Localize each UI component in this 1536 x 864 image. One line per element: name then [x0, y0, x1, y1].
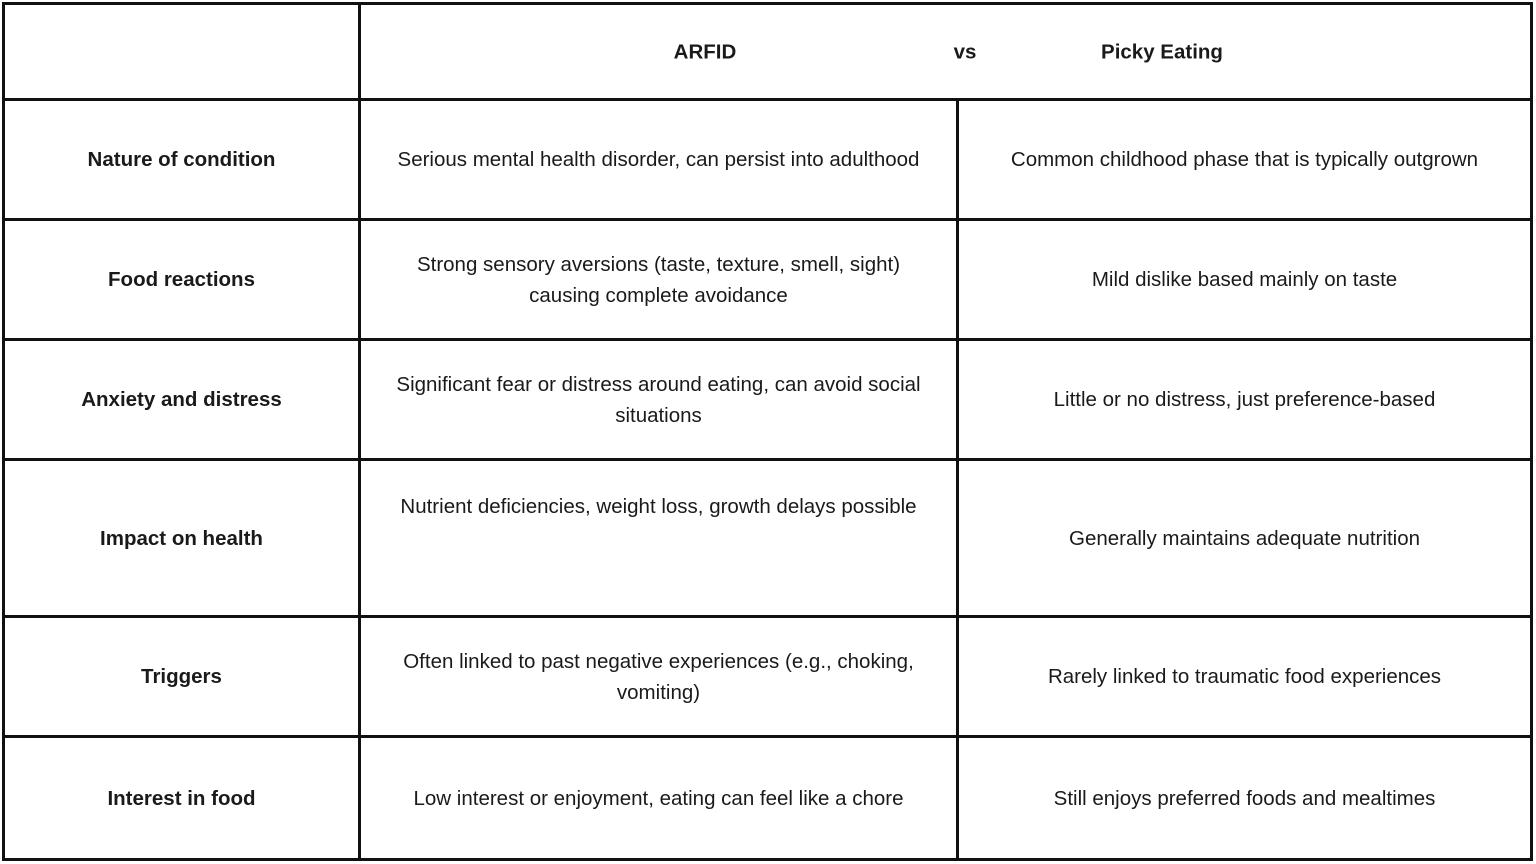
header-empty-cell — [5, 5, 361, 101]
arfid-cell: Often linked to past negative experiences (e.g., choking, vomiting) — [361, 618, 959, 738]
row-label: Impact on health — [5, 461, 361, 618]
row-label: Interest in food — [5, 738, 361, 858]
header-picky-eating: Picky Eating — [1101, 40, 1223, 63]
picky-cell: Still enjoys preferred foods and mealtimes — [1053, 786, 1436, 810]
header-vs: vs — [953, 40, 977, 63]
picky-cell: Rarely linked to traumatic food experiences — [959, 618, 1530, 738]
picky-cell: Generally maintains adequate nutrition — [959, 461, 1530, 618]
arfid-cell: Nutrient deficiencies, weight loss, growth delays possible — [361, 461, 959, 618]
row-label: Triggers — [5, 618, 361, 738]
row-label: Anxiety and distress — [5, 341, 361, 461]
arfid-cell: Significant fear or distress around eating, can avoid social situations — [361, 341, 959, 461]
picky-cell: Little or no distress, just preference-based — [959, 341, 1530, 461]
arfid-cell: Low interest or enjoyment, eating can feel like a chore — [361, 738, 959, 858]
arfid-cell: Serious mental health disorder, can persist into adulthood — [361, 101, 959, 221]
comparison-table — [2, 2, 1533, 861]
header-row — [361, 5, 1530, 101]
arfid-cell: Strong sensory aversions (taste, texture, smell, sight) causing complete avoidance — [361, 221, 959, 341]
header-arfid: ARFID — [673, 40, 737, 63]
picky-cell: Mild dislike based mainly on taste — [959, 221, 1530, 341]
row-label: Nature of condition — [5, 101, 361, 221]
picky-cell: Common childhood phase that is typically outgrown — [959, 101, 1530, 221]
row-label: Food reactions — [5, 221, 361, 341]
